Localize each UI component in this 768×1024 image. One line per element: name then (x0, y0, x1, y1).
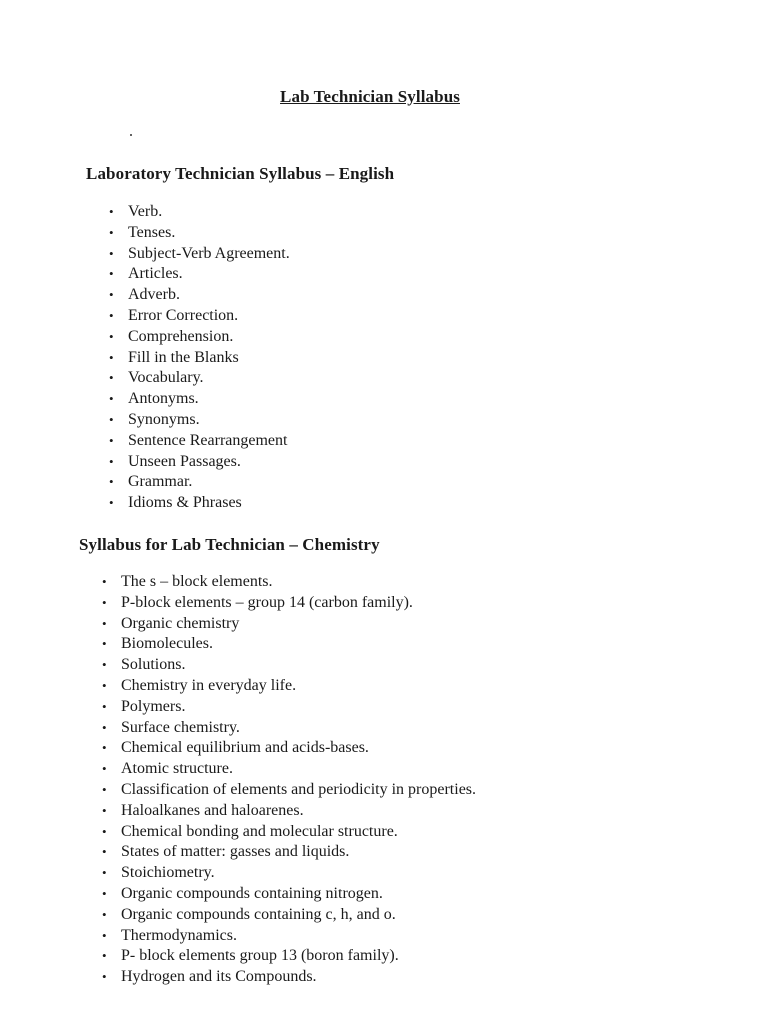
list-item (109, 472, 290, 493)
bullet-icon: • (102, 885, 107, 901)
list-item-text: Thermodynamics. (121, 926, 237, 944)
bullet-icon: • (109, 328, 114, 344)
bullet-icon: • (109, 349, 114, 365)
list-item (102, 884, 476, 905)
list-item-text: Unseen Passages. (128, 452, 241, 470)
list-item (102, 634, 476, 655)
list-item-text: Articles. (128, 265, 183, 283)
bullet-icon: • (102, 574, 107, 589)
list-item-text: Surface chemistry. (121, 718, 240, 736)
bullet-icon: • (102, 698, 107, 714)
list-item-text: Polymers. (121, 697, 186, 715)
list-item (102, 614, 476, 635)
bullet-icon: • (109, 495, 114, 511)
list-item-text: Fill in the Blanks (128, 348, 239, 366)
list-item (109, 306, 290, 327)
list-item (109, 285, 290, 306)
list-item (109, 327, 290, 348)
bullet-icon: • (102, 927, 107, 943)
list-item-text: Organic compounds containing nitrogen. (121, 884, 383, 902)
list-item-text: Stoichiometry. (121, 864, 215, 882)
list-item-text: States of matter: gasses and liquids. (121, 843, 350, 861)
chemistry-topic-list (102, 572, 477, 988)
bullet-icon: • (109, 266, 114, 282)
list-item (102, 738, 476, 759)
list-item (109, 202, 290, 223)
list-item (109, 410, 290, 431)
bullet-icon: • (102, 844, 107, 860)
bullet-icon: • (109, 432, 114, 448)
document-title: Lab Technician Syllabus (280, 87, 460, 106)
list-item-text: Chemistry in everyday life. (121, 676, 297, 694)
bullet-icon: • (109, 245, 114, 261)
bullet-icon: • (109, 474, 114, 490)
list-item-text: Organic chemistry (121, 614, 240, 632)
list-item (109, 264, 290, 285)
list-item-text: Chemical bonding and molecular structure. (121, 822, 398, 840)
list-item (109, 368, 290, 389)
list-item (109, 493, 290, 514)
list-item-text: Biomolecules. (121, 635, 213, 653)
list-item (102, 822, 476, 843)
list-item (102, 967, 476, 988)
list-item-text: P- block elements group 13 (boron family). (121, 947, 399, 965)
list-item (102, 759, 476, 780)
bullet-icon: • (102, 802, 107, 818)
bullet-icon: • (102, 719, 107, 735)
bullet-icon: • (109, 307, 114, 323)
list-item (109, 431, 290, 452)
section-heading-chemistry: Syllabus for Lab Technician – Chemistry (79, 535, 380, 554)
scan-speck (130, 134, 132, 136)
list-item-text: Sentence Rearrangement (128, 431, 288, 449)
list-item-text: Organic compounds containing c, h, and o. (121, 905, 396, 923)
bullet-icon: • (102, 969, 107, 985)
bullet-icon: • (109, 391, 114, 407)
list-item-text: Tenses. (128, 223, 176, 241)
list-item-text: Grammar. (128, 473, 193, 491)
list-item-text: Chemical equilibrium and acids-bases. (121, 739, 369, 757)
bullet-icon: • (109, 453, 114, 469)
list-item (109, 223, 290, 244)
list-item (102, 905, 476, 926)
list-item-text: Subject-Verb Agreement. (128, 244, 290, 262)
list-item-text: Error Correction. (128, 306, 239, 324)
list-item (102, 655, 476, 676)
list-item-text: P-block elements – group 14 (carbon family). (121, 593, 413, 611)
bullet-icon: • (109, 411, 114, 427)
list-item-text: Comprehension. (128, 327, 234, 345)
list-item (109, 348, 290, 369)
list-item-text: Solutions. (121, 656, 186, 674)
bullet-icon: • (109, 224, 114, 240)
list-item (102, 926, 476, 947)
bullet-icon: • (102, 740, 107, 756)
list-item-text: Haloalkanes and haloarenes. (121, 801, 304, 819)
bullet-icon: • (109, 287, 114, 303)
list-item-text: Classification of elements and periodicity in properties. (121, 780, 477, 798)
list-item-text: Atomic structure. (121, 760, 233, 778)
bullet-icon: • (102, 615, 107, 631)
list-item (102, 801, 476, 822)
bullet-icon: • (102, 657, 107, 673)
list-item (102, 842, 476, 863)
bullet-icon: • (102, 865, 107, 881)
list-item (102, 676, 476, 697)
bullet-icon: • (102, 823, 107, 839)
list-item-text: Synonyms. (128, 410, 200, 428)
bullet-icon: • (102, 677, 107, 693)
bullet-icon: • (109, 370, 114, 386)
list-item-text: Verb. (128, 203, 163, 220)
list-item-text: Idioms & Phrases (128, 494, 242, 512)
section-heading-english: Laboratory Technician Syllabus – English (86, 164, 395, 183)
list-item (102, 593, 476, 614)
list-item (102, 572, 476, 593)
list-item-text: Antonyms. (128, 390, 199, 408)
list-item (102, 863, 476, 884)
list-item-text: The s – block elements. (121, 573, 273, 590)
list-item-text: Adverb. (128, 286, 180, 304)
list-item (102, 780, 477, 801)
bullet-icon: • (102, 906, 107, 922)
bullet-icon: • (102, 781, 107, 797)
bullet-icon: • (102, 948, 107, 964)
list-item (109, 244, 290, 265)
bullet-icon: • (102, 636, 107, 652)
bullet-icon: • (109, 204, 114, 219)
list-item (102, 718, 476, 739)
list-item (109, 452, 290, 473)
bullet-icon: • (102, 594, 107, 610)
list-item (102, 697, 476, 718)
list-item-text: Vocabulary. (128, 369, 204, 387)
bullet-icon: • (102, 761, 107, 777)
list-item-text: Hydrogen and its Compounds. (121, 968, 317, 986)
list-item (109, 389, 290, 410)
list-item (102, 946, 476, 967)
english-topic-list (109, 202, 290, 514)
